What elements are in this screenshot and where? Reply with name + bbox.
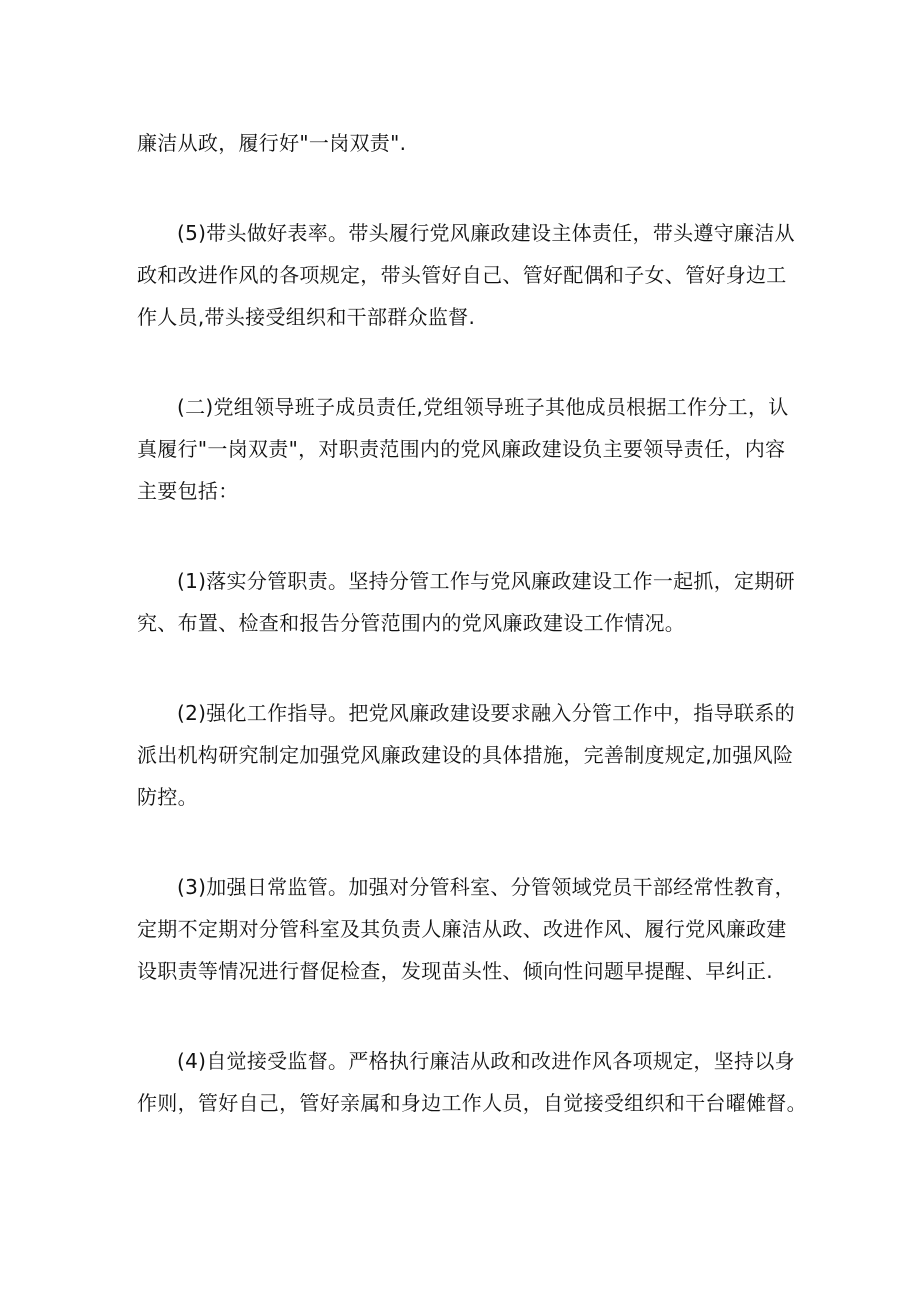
document-body: [137, 122, 807, 1172]
text-line: 廉洁从政，履行好"一岗双责".: [137, 131, 407, 155]
text-line: (5)带头做好表率。带头履行党风廉政建设主体责任，带头遵守廉洁从: [177, 221, 795, 245]
text-line: 真履行"一岗双责"，对职责范围内的党风廉政建设负主要领导责任，内容: [137, 437, 786, 461]
paragraph-item-1: [137, 560, 795, 644]
paragraph-section-two: [137, 386, 792, 512]
text-line: 定期不定期对分管科室及其负责人廉洁从政、改进作风、履行党风廉政建: [137, 917, 787, 941]
text-line: 主要包括：: [137, 479, 239, 503]
paragraph-continuation: [137, 122, 792, 164]
text-line: 设职责等情况进行督促检查，发现苗头性、倾向性问题早提醒、早纠正.: [137, 959, 773, 983]
text-line: (3)加强日常监管。加强对分管科室、分管领域党员干部经常性教育，: [177, 875, 795, 899]
text-line: (1)落实分管职责。坚持分管工作与党风廉政建设工作一起抓，定期研: [177, 569, 795, 593]
paragraph-item-4: [137, 1040, 807, 1124]
text-line: 究、布置、检查和报告分管范围内的党风廉政建设工作情况。: [137, 611, 686, 635]
text-line: 政和改进作风的各项规定，带头管好自己、管好配偶和子女、管好身边工: [137, 263, 787, 287]
paragraph-item-5: [137, 212, 795, 338]
text-line: 防控。: [137, 785, 198, 809]
text-line: (2)强化工作指导。把党风廉政建设要求融入分管工作中，指导联系的: [177, 701, 795, 725]
text-line: 作则，管好自己，管好亲属和身边工作人员，自觉接受组织和干台曜傩督。: [137, 1091, 807, 1115]
text-line: 派出机构研究制定加强党风廉政建设的具体措施，完善制度规定,加强风险: [137, 743, 794, 767]
paragraph-item-2: [137, 692, 795, 818]
text-line: (4)自觉接受监督。严格执行廉洁从政和改进作风各项规定，坚持以身: [177, 1049, 795, 1073]
text-line: (二)党组领导班子成员责任,党组领导班子其他成员根据工作分工，认: [177, 395, 789, 419]
text-line: 作人员,带头接受组织和干部群众监督.: [137, 305, 476, 329]
paragraph-item-3: [137, 866, 795, 992]
